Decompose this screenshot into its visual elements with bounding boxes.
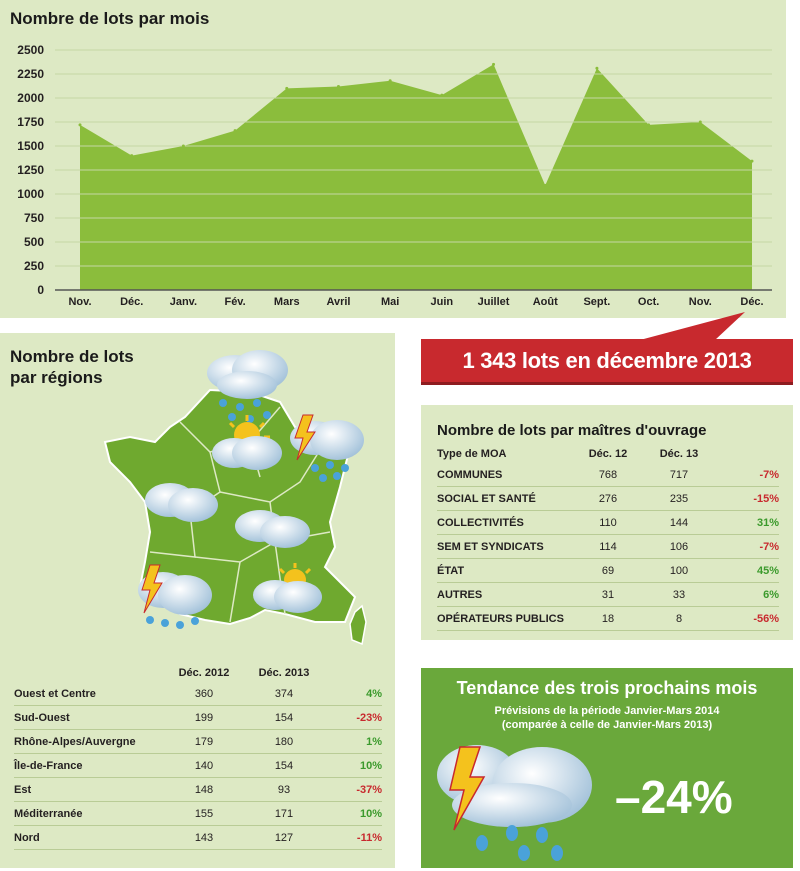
y-tick-label: 1500 [17,139,44,153]
x-tick-label: Déc. [120,296,144,308]
x-tick-label: Nov. [688,296,712,308]
row-change: -15% [719,487,779,511]
row-label: COLLECTIVITÉS [437,511,577,535]
row-value: 276 [577,487,639,511]
trend-subtitle-1: Prévisions de la période Janvier-Mars 2014 [494,705,720,717]
row-value: 235 [639,487,719,511]
row-label: SOCIAL ET SANTÉ [437,487,577,511]
row-label: Ouest et Centre [14,682,164,706]
table-row [437,463,779,487]
row-value: 114 [577,535,639,559]
row-value: 127 [244,826,324,850]
banner [421,339,793,385]
table-row [14,802,382,826]
table-row [14,706,382,730]
row-change: 31% [719,511,779,535]
row-value: 106 [639,535,719,559]
row-change: 4% [324,682,382,706]
row-value: 154 [244,706,324,730]
storm-cloud-icon [138,565,212,629]
row-label: Rhône-Alpes/Auvergne [14,730,164,754]
row-value: 8 [639,607,719,631]
chart-title: Nombre de lots par mois [10,9,210,28]
y-tick-label: 1250 [17,163,44,177]
table-row [14,730,382,754]
y-tick-label: 2250 [17,67,44,81]
row-label: Méditerranée [14,802,164,826]
map-weather-icons [100,340,400,650]
row-label: Île-de-France [14,754,164,778]
col-header-dec12: Déc. 12 [588,448,628,460]
x-tick-label: Avril [326,296,351,308]
x-tick-label: Déc. [740,296,764,308]
table-row [14,682,382,706]
row-label: OPÉRATEURS PUBLICS [437,607,577,631]
y-tick-label: 2000 [17,91,44,105]
table-row [437,583,779,607]
banner-text: 1 343 lots en décembre 2013 [462,348,752,373]
row-change: -56% [719,607,779,631]
row-value: 110 [577,511,639,535]
row-value: 768 [577,463,639,487]
row-value: 155 [164,802,244,826]
row-value: 31 [577,583,639,607]
trend-value: –24% [615,771,733,823]
row-change: -7% [719,535,779,559]
table-row [437,535,779,559]
regions-table-header [14,664,382,682]
table-row [14,826,382,850]
moa-table-header [437,445,779,463]
row-change: 45% [719,559,779,583]
x-tick-label: Fév. [224,296,246,308]
table-row [437,511,779,535]
banner-pointer [0,0,800,350]
trend-title: Tendance des trois prochains mois [456,678,758,698]
cloud-icon [145,483,218,522]
col-header-2013: Déc. 2013 [258,667,310,679]
table-row [437,559,779,583]
row-value: 360 [164,682,244,706]
row-value: 143 [164,826,244,850]
row-change: 10% [324,802,382,826]
rain-cloud-icon [207,350,288,423]
table-row [14,754,382,778]
x-tick-label: Août [532,296,558,308]
row-value: 171 [244,802,324,826]
row-label: SEM ET SYNDICATS [437,535,577,559]
storm-cloud-icon [290,415,364,482]
row-value: 140 [164,754,244,778]
row-change: -7% [719,463,779,487]
row-value: 148 [164,778,244,802]
x-tick-label: Mars [273,296,300,308]
x-tick-label: Juin [430,296,454,308]
y-tick-label: 750 [23,211,44,225]
row-change: 10% [324,754,382,778]
x-tick-label: Janv. [169,296,198,308]
row-label: COMMUNES [437,463,577,487]
row-value: 374 [244,682,324,706]
row-value: 69 [577,559,639,583]
y-tick-label: 500 [23,235,44,249]
y-tick-label: 2500 [17,43,44,57]
row-value: 100 [639,559,719,583]
col-header-2012: Déc. 2012 [178,667,230,679]
row-value: 154 [244,754,324,778]
x-tick-label: Oct. [637,296,660,308]
y-tick-label: 250 [23,259,44,273]
row-value: 93 [244,778,324,802]
row-label: ÉTAT [437,559,577,583]
sun-cloud-icon [212,415,282,470]
storm-cloud-icon [432,735,612,865]
moa-title: Nombre de lots par maîtres d'ouvrage [437,422,707,439]
row-label: AUTRES [437,583,577,607]
x-tick-label: Juillet [477,296,510,308]
row-change: 1% [324,730,382,754]
trend-subtitle-2: (comparée à celle de Janvier-Mars 2013) [501,719,713,731]
regions-title-line2: par régions [10,368,103,387]
col-header-dec13: Déc. 13 [659,448,699,460]
row-value: 180 [244,730,324,754]
moa-table [437,445,779,631]
table-row [437,487,779,511]
table-row [437,607,779,631]
row-label: Sud-Ouest [14,706,164,730]
row-value: 199 [164,706,244,730]
cloud-icon [235,510,310,548]
y-tick-label: 1750 [17,115,44,129]
row-change: -37% [324,778,382,802]
regions-table [14,664,382,850]
table-row [14,778,382,802]
row-change: -23% [324,706,382,730]
row-label: Est [14,778,164,802]
regions-title-line1: Nombre de lots [10,347,134,366]
row-value: 33 [639,583,719,607]
row-value: 179 [164,730,244,754]
col-header-type: Type de MOA [437,448,507,460]
row-value: 144 [639,511,719,535]
x-tick-label: Mai [380,296,400,308]
x-tick-label: Nov. [68,296,92,308]
row-change: 6% [719,583,779,607]
sun-cloud-icon [253,563,322,613]
y-tick-label: 0 [37,283,44,297]
row-change: -11% [324,826,382,850]
row-value: 18 [577,607,639,631]
row-value: 717 [639,463,719,487]
row-label: Nord [14,826,164,850]
y-tick-label: 1000 [17,187,44,201]
x-tick-label: Sept. [583,296,611,308]
